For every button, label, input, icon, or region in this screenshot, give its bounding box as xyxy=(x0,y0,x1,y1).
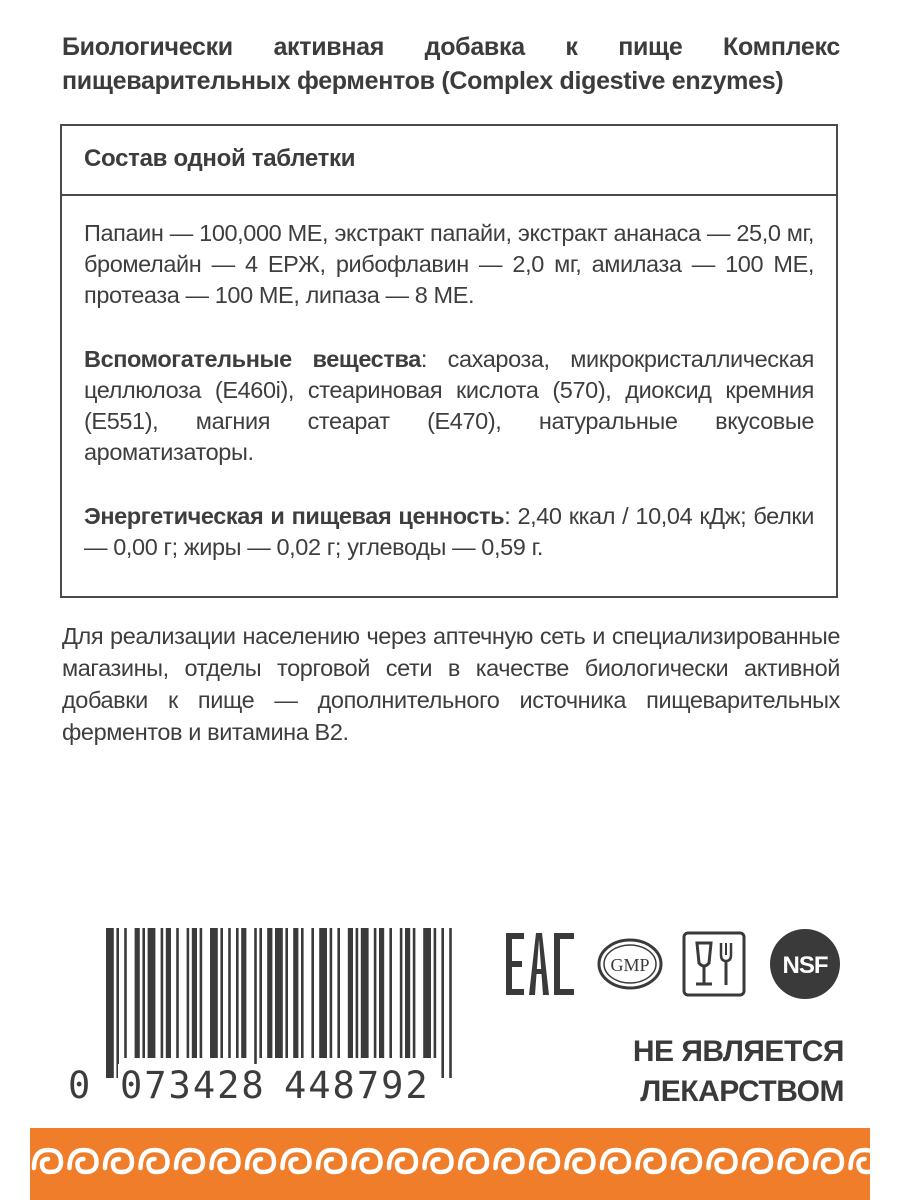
not-a-drug-label xyxy=(598,1032,844,1112)
active-ingredients: Папаин — 100,000 МЕ, экстракт папайи, экстракт ананаса — 25,0 мг, бромелайн — 4 ЕРЖ, рибофлавин — 2,0 мг, амилаза — 100 МЕ, протеаза — 100 МЕ, липаза — 8 МЕ. xyxy=(84,220,814,308)
barcode-left-group: 073428 xyxy=(120,1064,266,1107)
barcode-right-group: 448792 xyxy=(284,1064,430,1107)
composition-header: Состав одной таблетки xyxy=(62,126,836,196)
energy-label: Энергетическая и пищевая ценность xyxy=(84,503,505,529)
barcode xyxy=(66,928,456,1078)
product-title: Биологически активная добавка к пище Комплекс пищеварительных ферментов (Complex digestive enzymes) xyxy=(62,33,840,95)
orange-wave-pattern-icon xyxy=(30,1128,870,1200)
nsf-label: NSF xyxy=(782,952,828,979)
energy-value xyxy=(84,501,814,563)
energy-text: : 2,40 ккал / 10,04 кДж; белки — 0,00 г; жиры — 0,02 г; углеводы — 0,59 г. xyxy=(84,503,814,560)
gmp-seal-icon xyxy=(594,928,666,1000)
excipients-label: Вспомогательные вещества xyxy=(84,346,421,372)
not-a-drug-line1: НЕ ЯВЛЯЕТСЯ xyxy=(632,1035,844,1068)
eac-mark-icon xyxy=(502,928,580,1000)
barcode-number xyxy=(66,1064,456,1108)
composition-box xyxy=(60,124,838,598)
excipients xyxy=(84,344,814,468)
gmp-label: GMP xyxy=(610,955,650,975)
excipients-text: : сахароза, микрокристаллическая целлюлоза (Е460i), стеариновая кислота (570), диоксид кремния (Е551), магния стеарат (Е470), натуральные вкусовые ароматизаторы. xyxy=(84,346,814,465)
food-safe-glass-fork-icon xyxy=(678,928,750,1000)
distribution-notice: Для реализации населению через аптечную сеть и специализированные магазины, отделы торговой сети в качестве биологически активной добавки к пище — дополнительного источника пищеварительных ферментов и витамина В2. xyxy=(62,623,840,745)
barcode-first-digit: 0 xyxy=(68,1064,91,1107)
nsf-badge-icon xyxy=(766,928,844,1000)
not-a-drug-line2: ЛЕКАРСТВОМ xyxy=(640,1075,844,1108)
